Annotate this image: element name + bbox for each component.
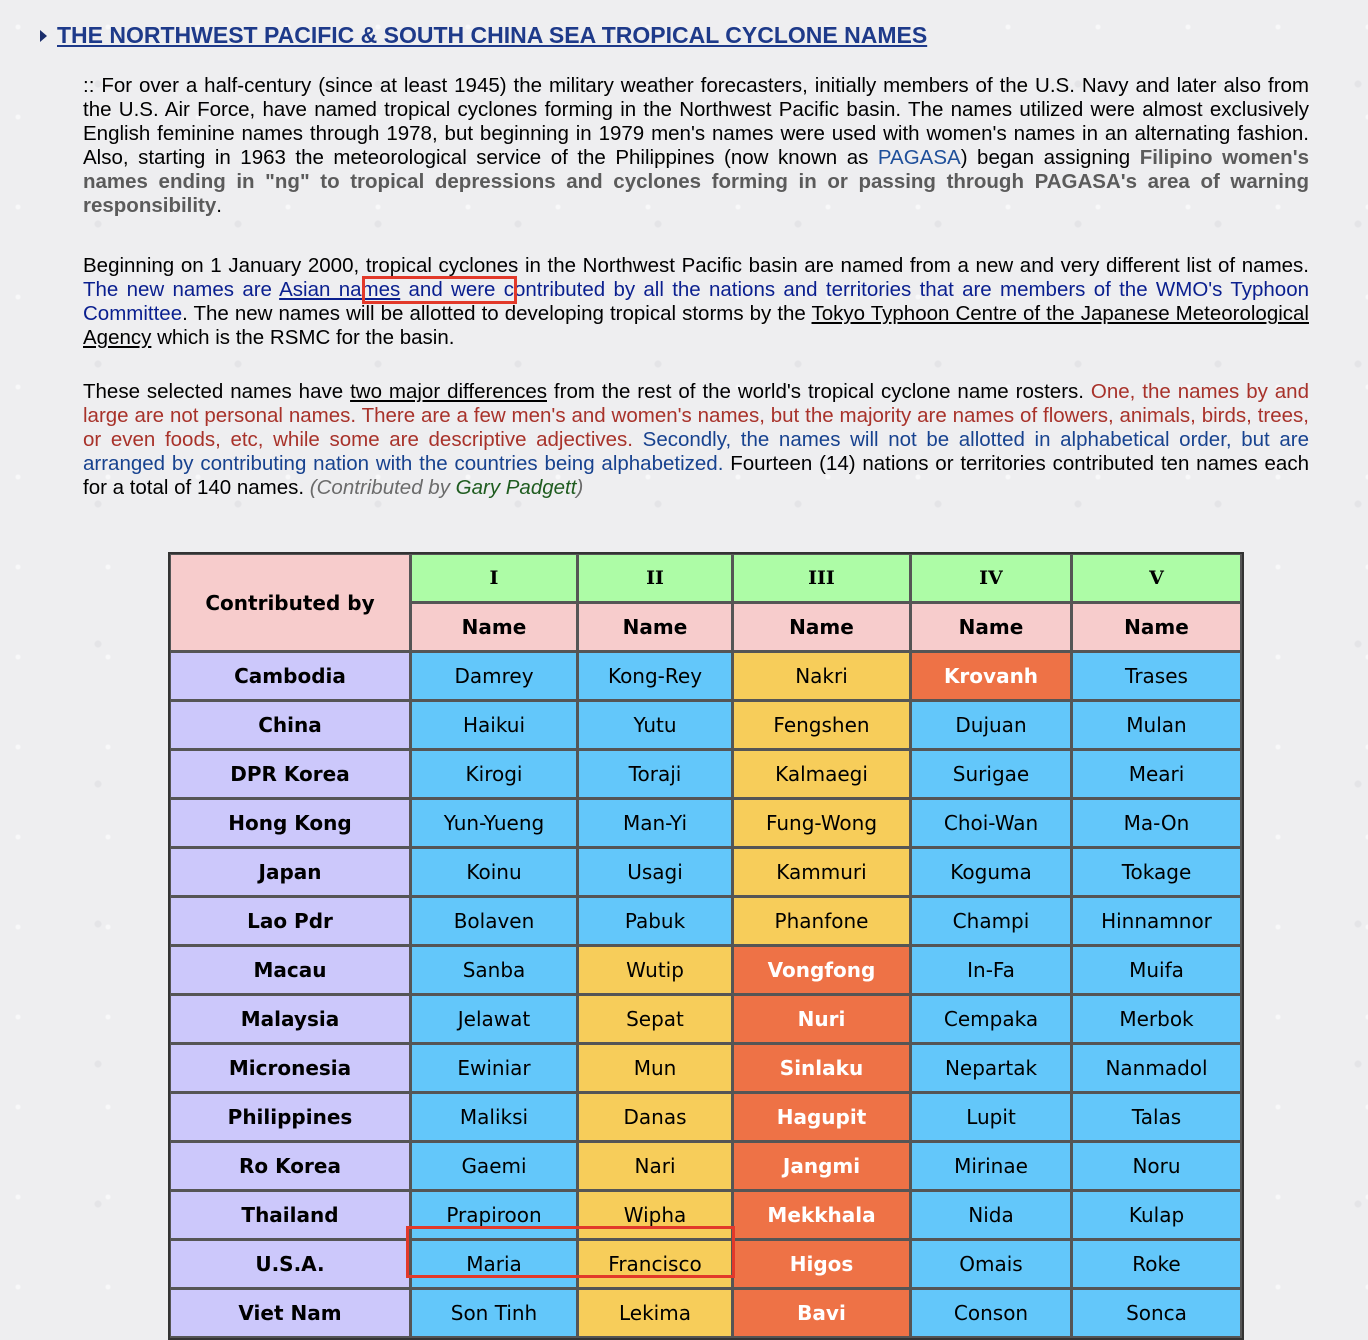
name-cell: In-Fa [911, 946, 1072, 995]
p2-text-a: Beginning on 1 January 2000, tropical cyclones in the Northwest Pacific basin are named from a new and very different list of names. [83, 254, 1309, 277]
name-cell: Talas [1072, 1093, 1242, 1142]
name-cell: Merbok [1072, 995, 1242, 1044]
name-cell: Omais [911, 1240, 1072, 1289]
name-cell: Muifa [1072, 946, 1242, 995]
table-row [170, 848, 1242, 897]
p3-text-c: Fourteen (14) nations or territories contributed ten names each for a total of 140 names. [83, 452, 1309, 499]
intro-paragraph [83, 74, 1309, 218]
name-cell: Sinlaku [733, 1044, 911, 1093]
tokyo-typhoon-centre-link[interactable]: Tokyo Typhoon Centre of the Japanese Meteorological Agency [83, 302, 1309, 349]
name-cell: Conson [911, 1289, 1072, 1338]
name-cell: Haikui [411, 701, 578, 750]
name-cell: Sonca [1072, 1289, 1242, 1338]
name-cell: Mulan [1072, 701, 1242, 750]
name-header: Name [411, 603, 578, 652]
name-cell: Sanba [411, 946, 578, 995]
name-cell: Vongfong [733, 946, 911, 995]
country-cell: Micronesia [170, 1044, 411, 1093]
country-cell: Malaysia [170, 995, 411, 1044]
name-cell: Prapiroon [411, 1191, 578, 1240]
contrib-open: (Contributed by [309, 476, 456, 499]
p1-text-c: . [216, 194, 222, 217]
country-cell: U.S.A. [170, 1240, 411, 1289]
contrib-close: ) [576, 476, 584, 499]
p3-red-text: One, the names by and large are not personal names. There are a few men's and women's names, but the majority are names of flowers, animals, birds, trees, or even foods, etc, while some are descriptive adjectives. [83, 380, 1309, 451]
column-header-2: II [578, 554, 733, 603]
name-cell: Jelawat [411, 995, 578, 1044]
name-cell: Danas [578, 1093, 733, 1142]
name-cell: Nepartak [911, 1044, 1072, 1093]
name-header: Name [911, 603, 1072, 652]
table-row [170, 897, 1242, 946]
column-header-3: III [733, 554, 911, 603]
name-cell: Lupit [911, 1093, 1072, 1142]
name-cell: Kirogi [411, 750, 578, 799]
table-row [170, 946, 1242, 995]
table-row [170, 652, 1242, 701]
p3-text-a: These selected names have [83, 380, 351, 403]
p1-text-b: ) began assigning [960, 146, 1140, 169]
table-row [170, 1044, 1242, 1093]
asian-names-link[interactable]: Asian names [279, 278, 401, 301]
table-header-row [170, 554, 1242, 603]
p2-blue-a: The new names are [83, 278, 280, 301]
p2-text-c: which is the RSMC for the basin. [151, 326, 455, 349]
name-cell: Kammuri [733, 848, 911, 897]
name-cell: Higos [733, 1240, 911, 1289]
table-row [170, 750, 1242, 799]
name-cell: Roke [1072, 1240, 1242, 1289]
name-cell: Nida [911, 1191, 1072, 1240]
name-cell: Kalmaegi [733, 750, 911, 799]
name-cell: Champi [911, 897, 1072, 946]
country-cell: Macau [170, 946, 411, 995]
triangle-bullet-icon [40, 30, 47, 42]
table-row [170, 701, 1242, 750]
name-cell: Cempaka [911, 995, 1072, 1044]
name-cell: Maliksi [411, 1093, 578, 1142]
name-cell: Nuri [733, 995, 911, 1044]
contributed-by-header: Contributed by [170, 554, 411, 652]
column-header-1: I [411, 554, 578, 603]
p3-navy-text: Secondly, the names will not be allotted in alphabetical order, but are arranged by contributing nation with the countries being alphabetized. [83, 428, 1309, 475]
name-cell: Mun [578, 1044, 733, 1093]
p3-text-b: from the rest of the world's tropical cyclone name rosters. [547, 380, 1091, 403]
country-cell: Cambodia [170, 652, 411, 701]
country-cell: Japan [170, 848, 411, 897]
country-cell: Lao Pdr [170, 897, 411, 946]
name-cell: Sepat [578, 995, 733, 1044]
table-row [170, 1142, 1242, 1191]
name-cell: Trases [1072, 652, 1242, 701]
name-cell: Dujuan [911, 701, 1072, 750]
name-cell: Mirinae [911, 1142, 1072, 1191]
name-header: Name [578, 603, 733, 652]
name-cell: Hagupit [733, 1093, 911, 1142]
country-cell: Viet Nam [170, 1289, 411, 1338]
country-cell: Hong Kong [170, 799, 411, 848]
name-cell: Wipha [578, 1191, 733, 1240]
table-row [170, 1289, 1242, 1338]
name-cell: Ma-On [1072, 799, 1242, 848]
p1-text-a: :: For over a half-century (since at least 1945) the military weather forecasters, initially members of the U.S. Navy and later also from the U.S. Air Force, have named tropical cyclones forming in the Northwest Pacific basin. The names utilized were almost exclusively English feminine names through 1978, but beginning in 1979 men's names were used with women's names in an alternating fashion. Also, starting in 1963 the meteorological service of the Philippines (now known as [83, 74, 1309, 169]
column-header-4: IV [911, 554, 1072, 603]
column-header-5: V [1072, 554, 1242, 603]
name-header: Name [1072, 603, 1242, 652]
name-cell: Fengshen [733, 701, 911, 750]
name-cell: Krovanh [911, 652, 1072, 701]
name-cell: Toraji [578, 750, 733, 799]
name-cell: Noru [1072, 1142, 1242, 1191]
name-cell: Kulap [1072, 1191, 1242, 1240]
name-cell: Nanmadol [1072, 1044, 1242, 1093]
name-cell: Francisco [578, 1240, 733, 1289]
p2-text-b: . The new names will be allotted to developing tropical storms by the [182, 302, 812, 325]
name-cell: Jangmi [733, 1142, 911, 1191]
name-cell: Choi-Wan [911, 799, 1072, 848]
table-row [170, 1093, 1242, 1142]
name-cell: Mekkhala [733, 1191, 911, 1240]
name-cell: Man-Yi [578, 799, 733, 848]
page-title-link[interactable]: THE NORTHWEST PACIFIC & SOUTH CHINA SEA TROPICAL CYCLONE NAMES [57, 22, 928, 48]
name-cell: Phanfone [733, 897, 911, 946]
name-cell: Pabuk [578, 897, 733, 946]
country-cell: China [170, 701, 411, 750]
name-cell: Gaemi [411, 1142, 578, 1191]
page-title-row [40, 22, 927, 49]
p2-blue-b: and were contributed by all the nations and territories that are members of the WMO's Typhoon Committee [83, 278, 1309, 325]
name-cell: Koinu [411, 848, 578, 897]
name-cell: Wutip [578, 946, 733, 995]
p3-space [633, 428, 643, 451]
name-cell: Yun-Yueng [411, 799, 578, 848]
name-cell: Tokage [1072, 848, 1242, 897]
name-cell: Koguma [911, 848, 1072, 897]
name-cell: Yutu [578, 701, 733, 750]
name-cell: Surigae [911, 750, 1072, 799]
name-cell: Hinnamnor [1072, 897, 1242, 946]
name-cell: Ewiniar [411, 1044, 578, 1093]
name-cell: Nari [578, 1142, 733, 1191]
differences-paragraph [83, 380, 1309, 500]
name-cell: Damrey [411, 652, 578, 701]
name-cell: Bolaven [411, 897, 578, 946]
country-cell: Philippines [170, 1093, 411, 1142]
country-cell: Ro Korea [170, 1142, 411, 1191]
naming-paragraph [83, 254, 1309, 350]
name-cell: Maria [411, 1240, 578, 1289]
name-cell: Bavi [733, 1289, 911, 1338]
name-cell: Fung-Wong [733, 799, 911, 848]
name-cell: Son Tinh [411, 1289, 578, 1338]
name-cell: Lekima [578, 1289, 733, 1338]
highlight-box-usa-names [406, 1226, 735, 1278]
name-cell: Meari [1072, 750, 1242, 799]
name-cell: Usagi [578, 848, 733, 897]
two-major-differences-link[interactable]: two major differences [350, 380, 547, 403]
p1-bold-text: Filipino women's names ending in "ng" to tropical depressions and cyclones forming in or passing through PAGASA's area of warning responsibility [83, 146, 1309, 217]
table-row [170, 995, 1242, 1044]
country-cell: Thailand [170, 1191, 411, 1240]
name-cell: Kong-Rey [578, 652, 733, 701]
name-cell: Nakri [733, 652, 911, 701]
cyclone-names-table [168, 552, 1244, 1340]
highlight-box-asian-names [362, 276, 517, 304]
table-row [170, 799, 1242, 848]
country-cell: DPR Korea [170, 750, 411, 799]
contributor-name: Gary Padgett [455, 476, 577, 499]
name-header: Name [733, 603, 911, 652]
pagasa-link[interactable]: PAGASA [877, 146, 961, 169]
